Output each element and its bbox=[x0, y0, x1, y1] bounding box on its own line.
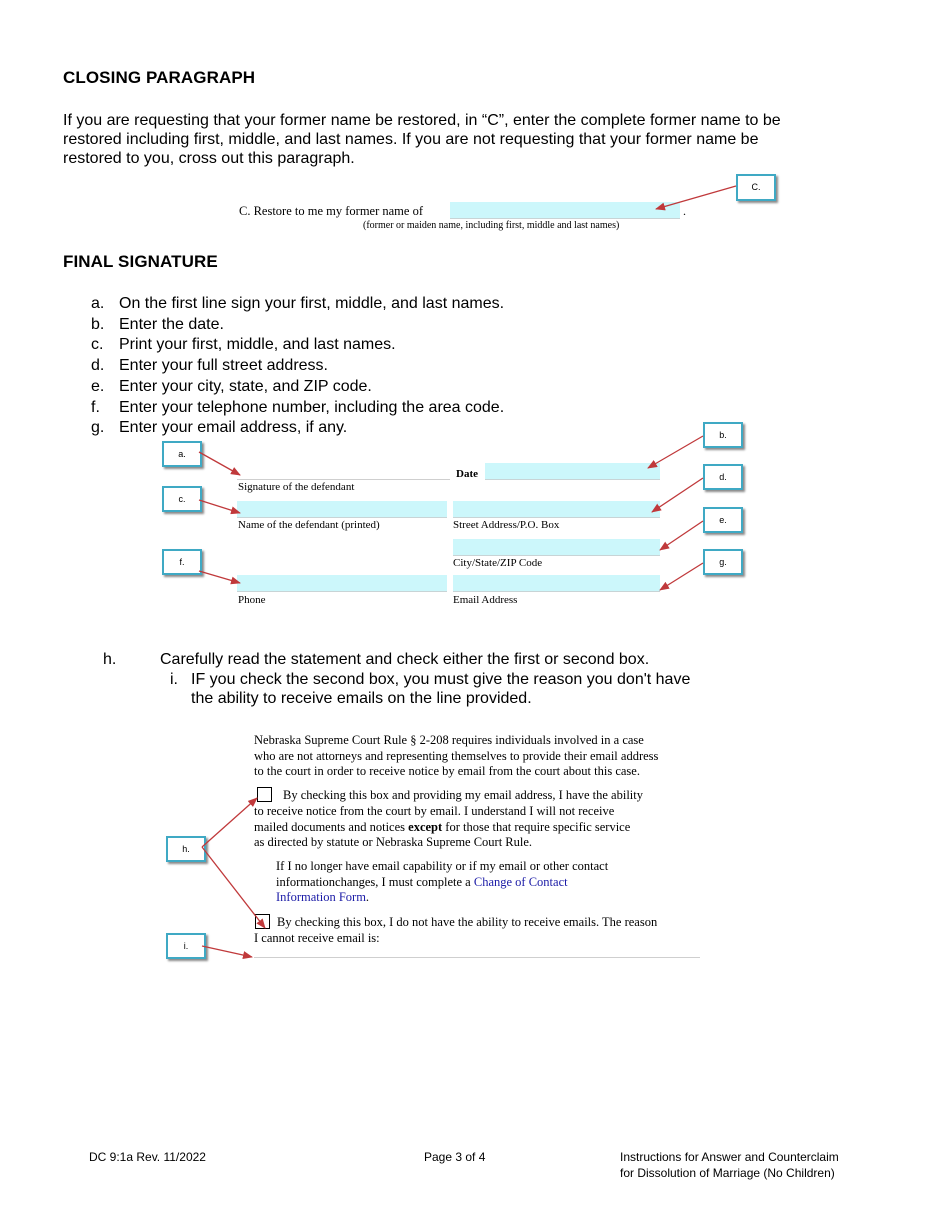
callout-a: a. bbox=[162, 441, 202, 467]
arrow-g bbox=[660, 563, 703, 590]
contact-change-text: If I no longer have email capability or if my email or other contact informationchanges, I must complete a Change of Contact Information Form. bbox=[276, 859, 609, 904]
list-item: b. Enter the date. bbox=[91, 315, 224, 333]
closing-heading: CLOSING PARAGRAPH bbox=[63, 68, 256, 87]
arrow-b bbox=[648, 436, 703, 468]
closing-line: restored including first, middle, and last names. If you are not requesting that your former name be bbox=[63, 131, 759, 148]
rule-paragraph: Nebraska Supreme Court Rule § 2-208 requires individuals involved in a case who are not attorneys and representing themselves to provide their email address to the court in order to receive notice by email from the court about this case. bbox=[254, 733, 659, 778]
arrow-h-1 bbox=[202, 798, 257, 847]
restore-name-label: C. Restore to me my former name of bbox=[239, 204, 423, 218]
list-item: e. Enter your city, state, and ZIP code. bbox=[91, 377, 372, 395]
callout-d: d. bbox=[703, 464, 743, 490]
arrow-f bbox=[199, 571, 240, 583]
callout-i: i. bbox=[166, 933, 206, 959]
instruction-i-marker: i. bbox=[170, 671, 178, 688]
footer-page-number: Page 3 of 4 bbox=[424, 1150, 486, 1164]
arrow-c bbox=[199, 500, 240, 513]
street-label: Street Address/P.O. Box bbox=[453, 519, 560, 531]
change-of-contact-link[interactable]: Change of Contact bbox=[473, 874, 568, 889]
signature-label: Signature of the defendant bbox=[238, 481, 355, 493]
box1-line1: By checking this box and providing my email address, I have the ability bbox=[283, 788, 643, 802]
signature-heading: FINAL SIGNATURE bbox=[63, 252, 218, 271]
list-item: c. Print your first, middle, and last names. bbox=[91, 336, 396, 354]
footer-form-id: DC 9:1a Rev. 11/2022 bbox=[89, 1150, 206, 1164]
callout-f: f. bbox=[162, 549, 202, 575]
closing-line: restored to you, cross out this paragraph. bbox=[63, 150, 355, 167]
arrow-c-closing bbox=[656, 186, 736, 209]
footer-title: Instructions for Answer and Counterclaim for Dissolution of Marriage (No Children) bbox=[620, 1150, 839, 1180]
printed-name-label: Name of the defendant (printed) bbox=[238, 519, 380, 531]
information-form-link[interactable]: Information Form bbox=[276, 890, 366, 904]
callout-e: e. bbox=[703, 507, 743, 533]
closing-line: If you are requesting that your former name be restored, in “C”, enter the complete former name to be bbox=[63, 112, 781, 129]
arrow-a bbox=[199, 452, 240, 475]
callout-c-closing: C. bbox=[736, 174, 776, 201]
list-item: f. Enter your telephone number, including the area code. bbox=[91, 398, 505, 416]
list-item: g. Enter your email address, if any. bbox=[91, 419, 348, 437]
callout-g: g. bbox=[703, 549, 743, 575]
instruction-h-marker: h. bbox=[103, 651, 117, 668]
box1-text: to receive notice from the court by email. I understand I will not receive mailed documents and notices except for those that require specific service as directed by statute or Nebraska Supreme Court Rule. bbox=[254, 804, 631, 849]
box2-line1: By checking this box, I do not have the ability to receive emails. The reason bbox=[277, 915, 658, 929]
instruction-i-line2: the ability to receive emails on the line provided. bbox=[191, 690, 532, 707]
arrow-e bbox=[660, 521, 703, 550]
arrow-d bbox=[652, 478, 703, 512]
former-name-caption: (former or maiden name, including first, middle and last names) bbox=[363, 220, 620, 231]
email-label: Email Address bbox=[453, 594, 518, 606]
instruction-i-line1: IF you check the second box, you must give the reason you don't have bbox=[191, 671, 691, 688]
instruction-h-text: Carefully read the statement and check either the first or second box. bbox=[160, 651, 650, 668]
city-label: City/State/ZIP Code bbox=[453, 557, 543, 569]
phone-label: Phone bbox=[238, 594, 266, 606]
arrow-h-2 bbox=[202, 847, 265, 928]
list-item: a. On the first line sign your first, middle, and last names. bbox=[91, 295, 505, 312]
callout-h: h. bbox=[166, 836, 206, 862]
former-name-period: . bbox=[683, 204, 686, 218]
callout-c: c. bbox=[162, 486, 202, 512]
date-label: Date bbox=[456, 468, 478, 480]
list-item: d. Enter your full street address. bbox=[91, 357, 328, 375]
arrow-i bbox=[202, 946, 252, 957]
callout-b: b. bbox=[703, 422, 743, 448]
box2-line2: I cannot receive email is: bbox=[254, 931, 380, 945]
